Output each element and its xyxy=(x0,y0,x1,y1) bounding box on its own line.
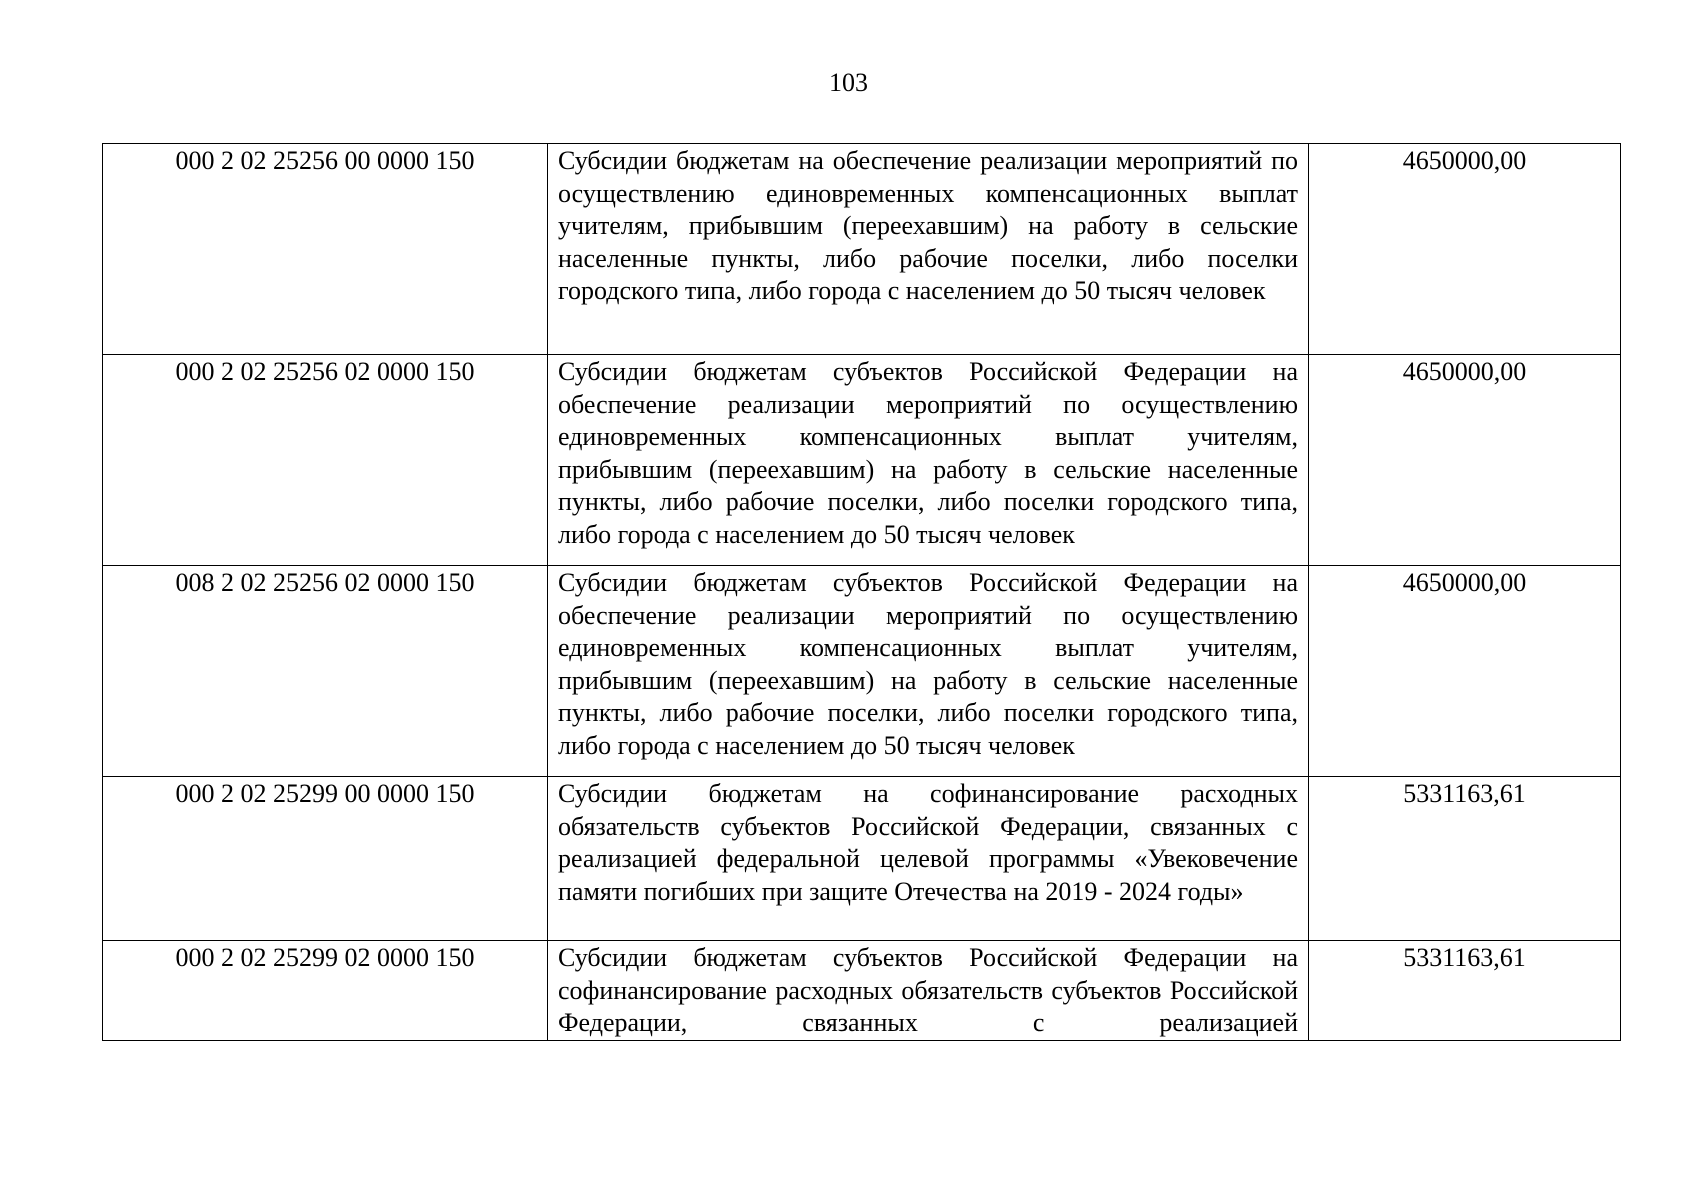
budget-code-cell: 000 2 02 25299 02 0000 150 xyxy=(103,941,548,1041)
budget-revenue-table xyxy=(102,143,1621,1041)
description-cell: Субсидии бюджетам на софинансирование расходных обязательств субъектов Российской Федерации, связанных с реализацией федеральной целевой программы «Увековечение памяти погибших при защите Отечества на 2019 - 2024 годы» xyxy=(548,777,1309,941)
table-row xyxy=(103,144,1621,355)
description-cell: Субсидии бюджетам субъектов Российской Федерации на обеспечение реализации мероприятий по осуществлению единовременных компенсационных выплат учителям, прибывшим (переехавшим) на работу в сельские населенные пункты, либо рабочие поселки, либо поселки городского типа, либо города с населением до 50 тысяч человек xyxy=(548,566,1309,777)
amount-cell: 4650000,00 xyxy=(1309,566,1621,777)
budget-code-cell: 000 2 02 25256 02 0000 150 xyxy=(103,355,548,566)
amount-cell: 5331163,61 xyxy=(1309,777,1621,941)
table-row xyxy=(103,777,1621,941)
table-row xyxy=(103,941,1621,1041)
description-cell: Субсидии бюджетам на обеспечение реализации мероприятий по осуществлению единовременных компенсационных выплат учителям, прибывшим (переехавшим) на работу в сельские населенные пункты, либо рабочие поселки, либо поселки городского типа, либо города с населением до 50 тысяч человек xyxy=(548,144,1309,355)
description-cell: Субсидии бюджетам субъектов Российской Федерации на обеспечение реализации мероприятий по осуществлению единовременных компенсационных выплат учителям, прибывшим (переехавшим) на работу в сельские населенные пункты, либо рабочие поселки, либо поселки городского типа, либо города с населением до 50 тысяч человек xyxy=(548,355,1309,566)
budget-code-cell: 000 2 02 25299 00 0000 150 xyxy=(103,777,548,941)
table-row xyxy=(103,566,1621,777)
description-cell: Субсидии бюджетам субъектов Российской Федерации на софинансирование расходных обязательств субъектов Российской Федерации, связанных с реализацией xyxy=(548,941,1309,1041)
amount-cell: 4650000,00 xyxy=(1309,355,1621,566)
budget-code-cell: 008 2 02 25256 02 0000 150 xyxy=(103,566,548,777)
amount-cell: 5331163,61 xyxy=(1309,941,1621,1041)
table-row xyxy=(103,355,1621,566)
page-number: 103 xyxy=(829,68,868,97)
budget-code-cell: 000 2 02 25256 00 0000 150 xyxy=(103,144,548,355)
amount-cell: 4650000,00 xyxy=(1309,144,1621,355)
